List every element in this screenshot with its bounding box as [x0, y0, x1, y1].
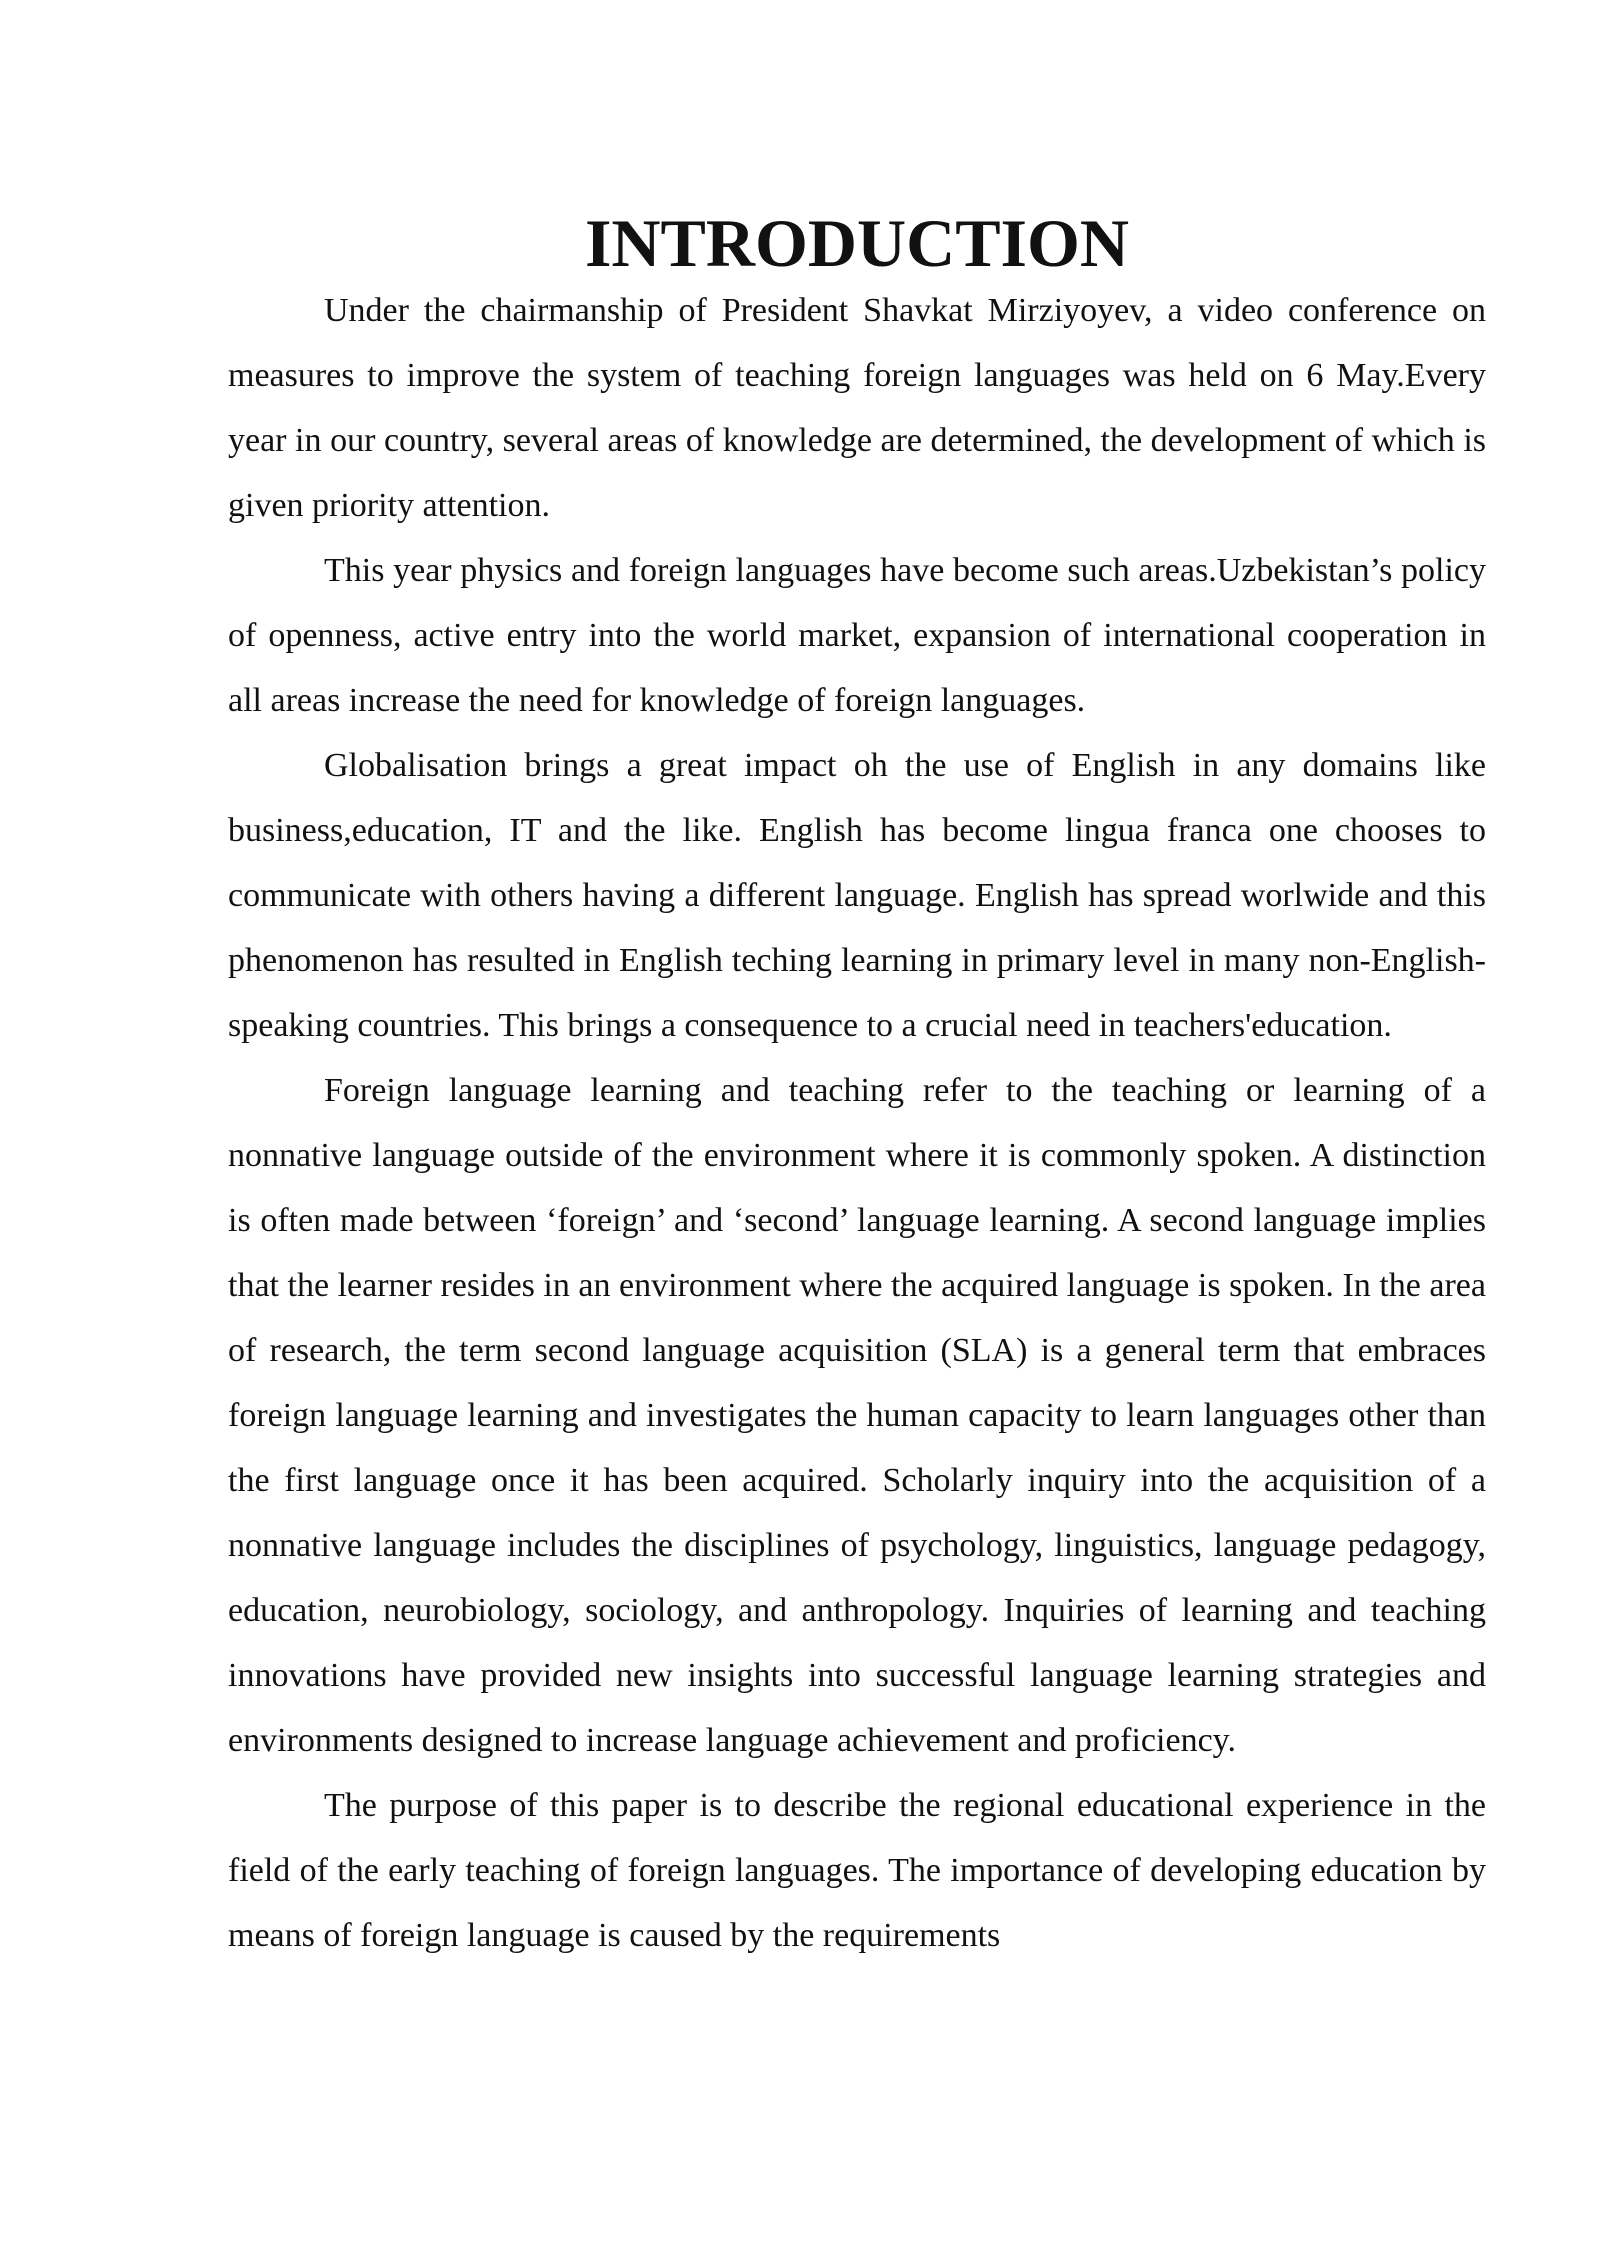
- paragraph-3: Globalisation brings a great impact oh the use of English in any domains like business,education, IT and the like. English has become lingua franca one chooses to communicate with others having a different language. English has spread worlwide and this phenomenon has resulted in English teching learning in primary level in many non-English-speaking countries. This brings a consequence to a crucial need in teachers'education.: [228, 747, 1486, 1044]
- paragraph-5: The purpose of this paper is to describe the regional educational experience in the field of the early teaching of foreign languages. The importance of developing education by means of foreign language is caused by the requirements: [228, 1787, 1486, 1954]
- document-page: [228, 205, 1486, 1968]
- paragraph-2: This year physics and foreign languages have become such areas.Uzbekistan’s policy of openness, active entry into the world market, expansion of international cooperation in all areas increase the need for knowledge of foreign languages.: [228, 552, 1486, 719]
- paragraph-4: Foreign language learning and teaching refer to the teaching or learning of a nonnative language outside of the environment where it is commonly spoken. A distinction is often made between ‘foreign’ and ‘second’ language learning. A second language implies that the learner resides in an environment where the acquired language is spoken. In the area of research, the term second language acquisition (SLA) is a general term that embraces foreign language learning and investigates the human capacity to learn languages other than the first language once it has been acquired. Scholarly inquiry into the acquisition of a nonnative language includes the disciplines of psychology, linguistics, language pedagogy, education, neurobiology, sociology, and anthropology. Inquiries of learning and teaching innovations have provided new insights into successful language learning strategies and environments designed to increase language achievement and proficiency.: [228, 1072, 1486, 1759]
- page-title: INTRODUCTION: [584, 205, 1130, 281]
- paragraph-1: Under the chairmanship of President Shavkat Mirziyoyev, a video conference on measures to improve the system of teaching foreign languages was held on 6 May.Every year in our country, several areas of knowledge are determined, the development of which is given priority attention.: [228, 292, 1486, 524]
